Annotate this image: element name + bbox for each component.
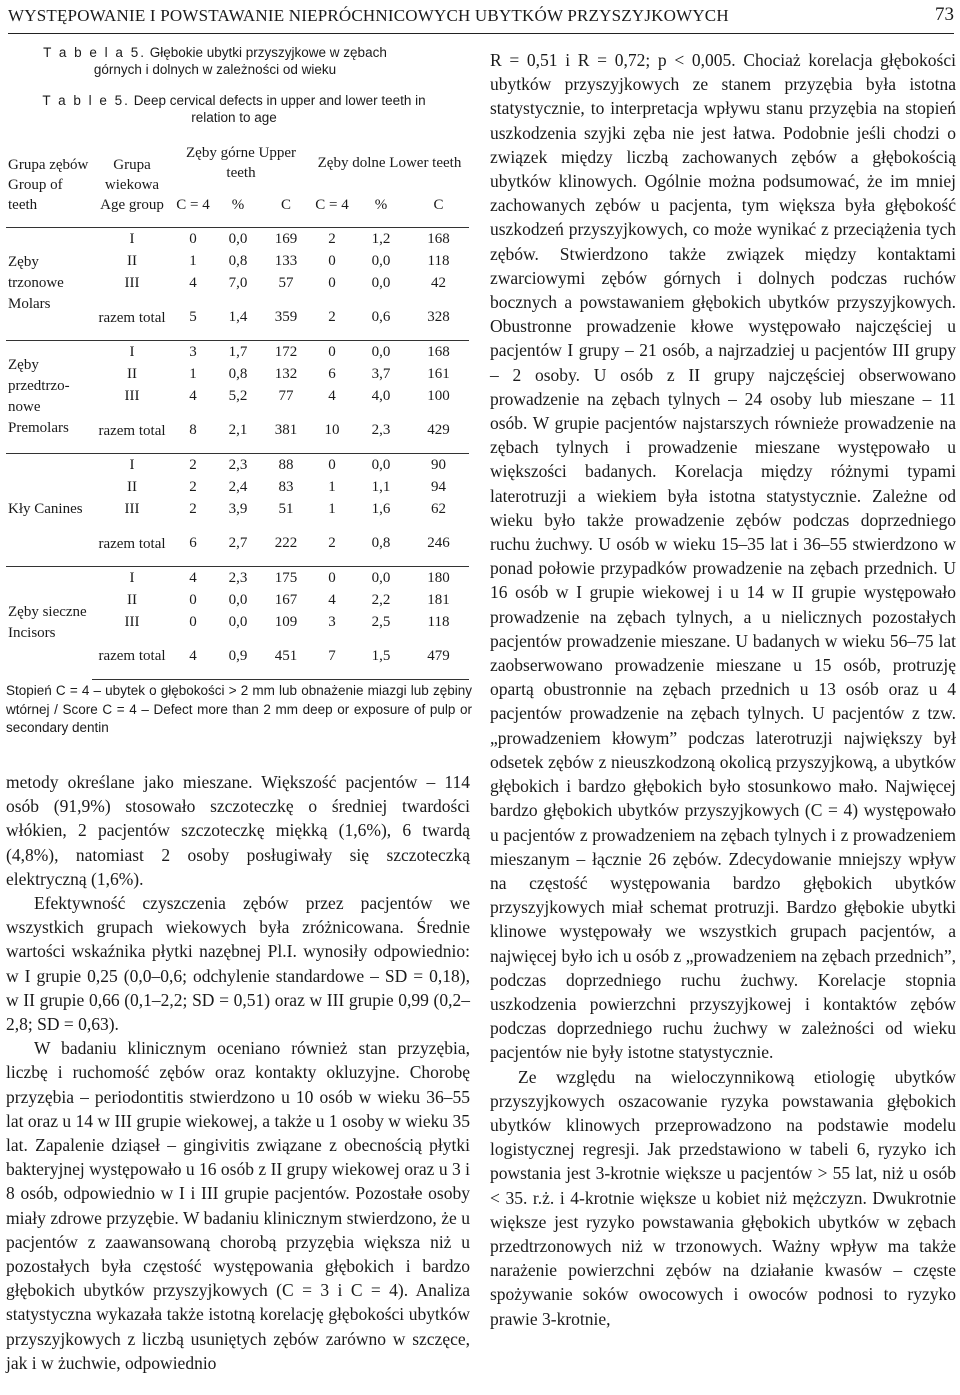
table-label-pl: T a b e l a 5. xyxy=(43,45,146,60)
value-cell-u-pct: 7,0 xyxy=(228,275,248,292)
value-cell-u-c4: 2 xyxy=(189,479,197,496)
header-upper-c: C xyxy=(280,197,291,213)
value-cell-u-c4: 4 xyxy=(189,388,197,405)
value-cell-u-pct: 0,8 xyxy=(228,366,248,383)
value-cell-l-c: 62 xyxy=(431,501,446,518)
header-tooth-group: Grupa zębów Group of teeth xyxy=(8,157,89,213)
value-cell-u-c: 88 xyxy=(262,453,310,476)
value-cell-l-c4: 1 xyxy=(328,501,336,518)
age-group-cell: II xyxy=(127,366,137,383)
tooth-group-label: Zęby sieczne Incisors xyxy=(6,566,92,679)
table-footnote: Stopień C = 4 – ubytek o głębokości > 2 mm lub obnażenie miazgi lub zębiny wtórnej / Score C = 4 – Defect more than 2 mm deep or exposure of pulp or secondary dentin xyxy=(6,683,472,735)
value-cell-l-pct: 0,8 xyxy=(371,535,391,551)
value-cell-u-pct: 0,0 xyxy=(214,228,262,251)
value-cell-u-c: 132 xyxy=(274,366,298,383)
header-upper-pct: % xyxy=(231,197,245,213)
value-cell-u-pct: 1,4 xyxy=(228,309,248,326)
value-cell-u-c: 109 xyxy=(274,614,298,631)
age-group-cell: razem total xyxy=(98,309,166,326)
value-cell-u-c: 57 xyxy=(278,275,294,292)
age-group-cell: III xyxy=(124,614,140,631)
tooth-group-label: Kły Canines xyxy=(6,453,92,566)
tooth-group-label: Zęby trzonowe Molars xyxy=(6,228,92,341)
value-cell-u-c: 167 xyxy=(274,591,298,608)
value-cell-u-c4: 0 xyxy=(172,228,214,251)
value-cell-l-c: 180 xyxy=(408,566,469,589)
value-cell-l-pct: 2,3 xyxy=(371,422,391,439)
value-cell-u-c4: 2 xyxy=(189,501,197,518)
tooth-group-label: Zęby przedtrzo-nowe Premolars xyxy=(6,340,92,453)
value-cell-u-c: 77 xyxy=(278,388,294,405)
value-cell-u-c4: 0 xyxy=(189,614,197,631)
header-lower-c: C xyxy=(433,197,444,213)
value-cell-u-c4: 3 xyxy=(172,340,214,363)
value-cell-l-c4: 2 xyxy=(328,309,336,326)
value-cell-l-c4: 10 xyxy=(324,422,340,439)
value-cell-u-c4: 2 xyxy=(172,453,214,476)
value-cell-u-c: 175 xyxy=(262,566,310,589)
value-cell-u-c: 359 xyxy=(274,309,298,326)
table-row xyxy=(6,453,469,476)
age-group-cell: I xyxy=(92,566,172,589)
value-cell-l-c: 168 xyxy=(408,340,469,363)
header-lower-teeth: Zęby dolne Lower teeth xyxy=(317,155,462,171)
value-cell-l-c: 118 xyxy=(427,253,450,270)
value-cell-u-c: 83 xyxy=(278,479,294,496)
value-cell-l-c4: 7 xyxy=(310,634,354,679)
value-cell-u-pct: 0,0 xyxy=(228,591,248,608)
value-cell-l-pct: 2,5 xyxy=(371,614,391,631)
value-cell-l-c: 429 xyxy=(427,422,450,439)
value-cell-l-pct: 0,0 xyxy=(371,275,391,292)
value-cell-l-c: 161 xyxy=(427,366,450,383)
age-group-cell: razem total xyxy=(98,422,166,439)
value-cell-u-pct: 1,7 xyxy=(214,340,262,363)
age-group-cell: razem total xyxy=(98,535,166,552)
page-number: 73 xyxy=(935,4,954,25)
value-cell-l-pct: 1,5 xyxy=(354,634,408,679)
age-group-cell: I xyxy=(92,228,172,251)
value-cell-l-c: 479 xyxy=(408,634,469,679)
header-age-group: Grupa wiekowa Age group xyxy=(100,157,164,213)
age-group-cell: II xyxy=(127,479,137,496)
table-row xyxy=(6,566,469,589)
value-cell-l-c: 90 xyxy=(408,453,469,476)
value-cell-u-c: 222 xyxy=(274,535,298,551)
value-cell-l-c: 42 xyxy=(431,275,446,292)
age-group-cell: III xyxy=(124,388,140,405)
table-row xyxy=(6,228,469,251)
value-cell-l-pct: 0,0 xyxy=(354,566,408,589)
value-cell-u-c4: 4 xyxy=(172,634,214,679)
running-header xyxy=(8,4,954,34)
paragraph: Efektywność czyszczenia zębów przez pacjentów we wszystkich grupach wiekowych była zróżnicowana. Średnie wartości wskaźnika płytki nazębnej Pl.I. wynosiły odpowiednio: w I grupie 0,25 (0,0–0,6; odchylenie standardowe – SD = 0,18), w II grupie 0,66 (0,1–2,2; SD = 0,51) oraz w III grupie 0,99 (0,2–2,8; SD = 0,63). xyxy=(6,893,470,1035)
age-group-cell: II xyxy=(127,253,137,270)
value-cell-u-c4: 1 xyxy=(189,253,197,270)
value-cell-l-c4: 2 xyxy=(310,228,354,251)
value-cell-l-c4: 4 xyxy=(328,591,336,608)
value-cell-u-c4: 6 xyxy=(189,535,197,551)
age-group-cell: I xyxy=(92,453,172,476)
value-cell-u-c4: 1 xyxy=(189,366,197,383)
value-cell-l-c: 168 xyxy=(408,228,469,251)
value-cell-u-c: 169 xyxy=(262,228,310,251)
table-row xyxy=(6,340,469,363)
value-cell-l-pct: 1,6 xyxy=(371,501,391,518)
value-cell-u-c: 451 xyxy=(262,634,310,679)
value-cell-l-c: 181 xyxy=(427,591,450,608)
value-cell-l-c4: 0 xyxy=(328,275,336,292)
value-cell-l-c4: 0 xyxy=(310,566,354,589)
value-cell-u-pct: 2,7 xyxy=(228,535,248,551)
value-cell-l-pct: 0,0 xyxy=(354,453,408,476)
paragraph: W badaniu klinicznym oceniano również stan przyzębia, liczbę i ruchomość zębów oraz kontakty okluzyjne. Chorobę przyzębia – periodontitis stwierdzono u 10 osób w wieku 36–55 lat oraz u 14 w III grupie wiekowej, a także u 1 osoby w wieku 35 lat. Zapalenie dziąseł – gingivitis związane z obecnością płytki bakteryjnej występowało u 16 osób z II grupy wiekowej oraz u 3 i 8 osób, odpowiednio w I i III grupie pacjentów. Pozostałe osoby miały zdrowe przyzębie. W badaniu klinicznym stwierdzono, że u pacjentów z zaawansowaną chorobą przyzębia większa niż u pozostałych była częstość występowania głębokich i bardzo głębokich ubytków przyszyjkowych (C = 3 i C = 4). Analiza statystyczna wykazała także istotną korelację głębokości ubytków przyszyjkowych z liczbą usuniętych zębów zarówno w szczęce, jak i w żuchwie, odpowiednio xyxy=(6,1038,470,1373)
value-cell-l-c4: 3 xyxy=(328,614,336,631)
age-group-cell: III xyxy=(124,501,140,518)
paragraph: R = 0,51 i R = 0,72; p < 0,005. Chociaż korelacja głębokości ubytków przyszyjkowych ze stanem przyzębia była istotna statystycznie, to interpretacja wpływu stanu przyzębia na stopień uszkodzenia szyjki zęba nie jest łatwa. Podobnie jeśli chodzi o związek między liczbą zachowanych zębów a głębokością ubytków klinowych. Ogólnie można podsumować, że im mniej zachowanych zębów u pacjenta, tym większa była głębokość uszkodzeń przyszyjkowych, co może wynikać z przeciążenia tych zębów. Stwierdzono także związek między kontaktami zwarciowymi zębów górnych i dolnych podczas ruchów bocznych a powstawaniem głębokich ubytków przyszyjkowych. Obustronne prowadzenie kłowe występowało najczęściej u pacjentów I grupy – 21 osób, a najrzadziej u pacjentów III grupy – 2 osoby. U osób z II grupy najczęściej obserwowano prowadzenie na zębach tylnych – 24 osoby lub mieszane – 11 osób. W grupie pacjentów najstarszych równieże prowadzenie na zębach tylnych i prowadzenie mieszane występowało u większości badanych. Korelacja między różnymi typami laterotruzji a wiekiem była istotna statystycznie. Zależne od wieku było także prowadzenie zębów podczas doprzedniego ruchu żuchwy. U osób w wieku 15–35 lat i 36–55 stwierdzono w ponad połowie przypadków prowadzenie na zębach przednich. U 16 osób w I grupie wiekowej i u 14 w II grupie występowało prowadzenie na zębach tylnych, a u nielicznych pozostałych pacjentów prowadzenie mieszane. U badanych w wieku 56–75 lat zaobserwowano prowadzenie mieszane u 15 osób, protruzję opartą obustronnie na zębach przednich u 13 osób oraz u 4 pacjentów prowadzenie na zębach tylnych. U pacjentów z tzw. „prowadzeniem kłowym” podczas laterotruzji największy był odsetek zębów z nieuszkodzoną okolicą przyszyjkową, a ubytków głębokich i bardzo głębokich było stosunkowo mało. Najwięcej bardzo głębokich ubytków przyszyjkowych (C = 4) występowało u pacjentów z prowadzeniem na zębach tylnych i z prowadzeniem mieszanym – łącznie 26 zębów. Zdecydowanie mniejszy wpływ na częstość występowania bardzo głębokich ubytków przyszyjkowych miał schemat protruzji. Bardzo głębokie ubytki klinowe występowały we wszystkich grupach pacjentów, a najwięcej było ich u osób z „prowadzeniem na zębach przednich”, podczas doprzedniego ruchu żuchwy. Korelacje stopnia uszkodzenia powierzchni przyszyjkowej i kontaktów zębów podczas doprzedniego ruchu żuchwy w zależności od wieku pacjentów nie były istotne statystycznie. xyxy=(490,50,956,1063)
value-cell-l-c4: 0 xyxy=(310,453,354,476)
value-cell-u-c4: 0 xyxy=(189,591,197,608)
value-cell-l-c: 328 xyxy=(427,309,450,326)
age-group-cell: razem total xyxy=(92,634,172,679)
age-group-cell: I xyxy=(92,340,172,363)
value-cell-u-pct: 2,4 xyxy=(228,479,248,496)
value-cell-l-c4: 1 xyxy=(328,479,336,496)
header-rule xyxy=(8,33,954,34)
value-cell-l-c4: 4 xyxy=(328,388,336,405)
value-cell-l-pct: 2,2 xyxy=(371,591,391,608)
table-caption-pl xyxy=(40,44,390,78)
value-cell-l-pct: 0,6 xyxy=(371,309,391,326)
header-upper-teeth: Zęby górne Upper teeth xyxy=(186,145,296,181)
value-cell-u-c: 51 xyxy=(278,501,294,518)
value-cell-u-pct: 2,1 xyxy=(228,422,248,439)
age-group-cell: II xyxy=(127,591,137,608)
value-cell-u-pct: 0,8 xyxy=(228,253,248,270)
value-cell-u-c: 172 xyxy=(262,340,310,363)
value-cell-u-pct: 5,2 xyxy=(228,388,248,405)
value-cell-u-c4: 4 xyxy=(172,566,214,589)
value-cell-l-pct: 0,0 xyxy=(354,340,408,363)
value-cell-l-pct: 1,1 xyxy=(371,479,391,496)
value-cell-u-pct: 0,9 xyxy=(214,634,262,679)
value-cell-l-pct: 4,0 xyxy=(371,388,391,405)
paragraph: metody określane jako mieszane. Większość pacjentów – 114 osób (91,9%) stosowało szczoteczkę o średniej twardości włókien, 2 pacjentów szczoteczkę miękką (1,6%), 6 twardą (4,8%), natomiast 2 osoby posługiwały się szczoteczką elektryczną (1,6%). xyxy=(6,772,470,889)
table-label-en: T a b l e 5. xyxy=(42,93,130,108)
value-cell-l-c4: 6 xyxy=(328,366,336,383)
data-table xyxy=(6,143,469,680)
value-cell-l-c: 118 xyxy=(427,614,450,631)
table-title-pl: Głębokie ubytki przyszyjkowe w zębach górnych i dolnych w zależności od wieku xyxy=(93,45,387,77)
table-caption-en xyxy=(24,92,444,126)
value-cell-l-c4: 2 xyxy=(328,535,336,551)
value-cell-l-c: 246 xyxy=(427,535,450,551)
paragraph: Ze względu na wieloczynnikową etiologię ubytków przyszyjkowych oszacowanie ryzyka powstawania głębokich ubytków klinowych przeprowadzono na podstawie modelu logistycznej regresji. Jak przedstawiono w tabeli 6, ryzyko ich powstania jest 3-krotnie większe u pacjentów > 55 lat, niż u osób < 35. r.ż. i 4-krotnie większe u kobiet niż mężczyzn. Dwukrotnie większe jest ryzyko powstawania głębokich ubytków w zębach przedtrzonowych niż w trzonowych. Ważny wpływ ma także narażenie powierzchni zębów na działanie kwasów – częste spożywanie soków owocowych i owoców podnosi to ryzyko prawie 3-krotnie, xyxy=(490,1066,956,1329)
value-cell-l-pct: 0,0 xyxy=(371,253,391,270)
value-cell-u-pct: 2,3 xyxy=(214,453,262,476)
header-lower-pct: % xyxy=(374,197,388,213)
value-cell-l-pct: 3,7 xyxy=(371,366,391,383)
value-cell-u-c4: 8 xyxy=(189,422,197,439)
table-title-en: Deep cervical defects in upper and lower teeth in relation to age xyxy=(133,93,426,125)
value-cell-u-pct: 0,0 xyxy=(228,614,248,631)
body-column-right xyxy=(490,48,956,1331)
running-title: WYSTĘPOWANIE I POWSTAWANIE NIEPRÓCHNICOWYCH UBYTKÓW PRZYSZYJKOWYCH xyxy=(8,6,729,25)
value-cell-l-c: 94 xyxy=(431,479,446,496)
value-cell-l-c: 100 xyxy=(427,388,450,405)
header-lower-c4: C = 4 xyxy=(315,197,349,213)
value-cell-l-pct: 1,2 xyxy=(354,228,408,251)
table-5 xyxy=(6,143,469,680)
body-column-left xyxy=(6,770,470,1375)
value-cell-u-c4: 5 xyxy=(189,309,197,326)
header-upper-c4: C = 4 xyxy=(176,197,210,213)
value-cell-u-c: 381 xyxy=(274,422,298,439)
value-cell-l-c4: 0 xyxy=(310,340,354,363)
value-cell-u-pct: 3,9 xyxy=(228,501,248,518)
value-cell-l-c4: 0 xyxy=(328,253,336,270)
value-cell-u-pct: 2,3 xyxy=(214,566,262,589)
age-group-cell: III xyxy=(124,275,140,292)
value-cell-u-c: 133 xyxy=(274,253,298,270)
value-cell-u-c4: 4 xyxy=(189,275,197,292)
